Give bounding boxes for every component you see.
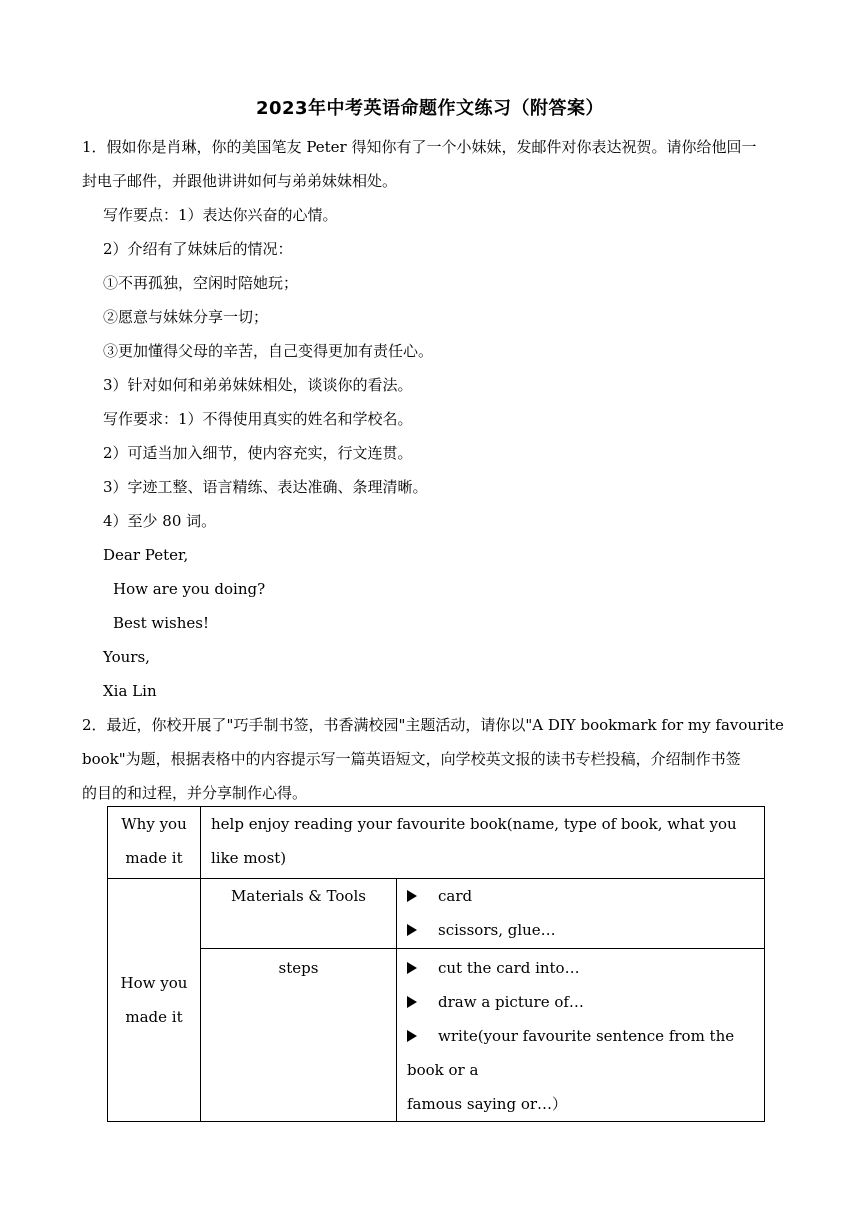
letter-closing: Yours, (103, 648, 150, 666)
table-row-steps (108, 949, 765, 1122)
steps-item-2: draw a picture of… (438, 993, 584, 1011)
letter-body-1: How are you doing? (113, 580, 266, 598)
q1-requirement-3: 3）字迹工整、语言精练、表达准确、条理清晰。 (103, 478, 428, 496)
list-item (397, 949, 764, 985)
why-content-cell (201, 807, 765, 879)
materials-list-cell (397, 879, 765, 949)
q2-text-line-2: book"为题，根据表格中的内容提示写一篇英语短文，向学校英文报的读书专栏投稿，介绍制作书签 (82, 750, 741, 768)
list-item (397, 879, 764, 913)
q1-subpoint-1: ①不再孤独，空闲时陪她玩； (103, 274, 299, 292)
list-item (397, 1019, 764, 1087)
how-label-line-2: made it (125, 1008, 183, 1026)
q1-requirement-1: 写作要求：1）不得使用真实的姓名和学校名。 (103, 410, 413, 428)
q1-text-line-1: 1．假如你是肖琳，你的美国笔友 Peter 得知你有了一个小妹妹，发邮件对你表达祝贺。请你给他回一 (82, 138, 757, 156)
page-title: 2023年中考英语命题作文练习（附答案） (255, 98, 605, 119)
triangle-bullet-icon (407, 962, 417, 974)
how-label-cell (108, 879, 201, 1122)
why-label-line-1: Why you (121, 815, 187, 833)
q2-text-line-3: 的目的和过程，并分享制作心得。 (82, 784, 308, 802)
triangle-bullet-icon (407, 996, 417, 1008)
triangle-bullet-icon (407, 924, 417, 936)
letter-signature: Xia Lin (103, 682, 157, 700)
list-item (397, 913, 764, 947)
triangle-bullet-icon (407, 890, 417, 902)
q1-subpoint-3: ③更加懂得父母的辛苦，自己变得更加有责任心。 (103, 342, 434, 360)
steps-item-3-continuation: famous saying or…） (407, 1095, 568, 1113)
q1-subpoint-2: ②愿意与妹妹分享一切； (103, 308, 269, 326)
materials-item-2: scissors, glue… (438, 921, 556, 939)
steps-label: steps (278, 959, 319, 977)
materials-item-1: card (438, 887, 473, 905)
list-item (397, 985, 764, 1019)
why-label-line-2: made it (125, 849, 183, 867)
letter-body-2: Best wishes! (113, 614, 209, 632)
steps-label-cell (201, 949, 397, 1122)
materials-label-cell (201, 879, 397, 949)
q1-requirement-4: 4）至少 80 词。 (103, 512, 217, 530)
table-row-why (108, 807, 765, 879)
q1-point-2: 2）介绍有了妹妹后的情况： (103, 240, 293, 258)
how-label-line-1: How you (120, 974, 188, 992)
why-content-text: help enjoy reading your favourite book(name, type of book, what you like most) (211, 815, 737, 867)
steps-item-1: cut the card into… (438, 959, 580, 977)
q1-text-line-2: 封电子邮件，并跟他讲讲如何与弟弟妹妹相处。 (82, 172, 398, 190)
outline-table (107, 806, 765, 1122)
q1-requirement-2: 2）可适当加入细节，使内容充实，行文连贯。 (103, 444, 413, 462)
steps-list-cell (397, 949, 765, 1122)
steps-item-3: write(your favourite sentence from the book or a (407, 1027, 735, 1079)
q1-point-3: 3）针对如何和弟弟妹妹相处，谈谈你的看法。 (103, 376, 413, 394)
table-row-materials (108, 879, 765, 949)
why-label-cell (108, 807, 201, 879)
q1-point-1: 写作要点：1）表达你兴奋的心情。 (103, 206, 338, 224)
materials-label: Materials & Tools (231, 887, 366, 905)
letter-greeting: Dear Peter, (103, 546, 189, 564)
q2-text-line-1: 2．最近，你校开展了"巧手制书签，书香满校园"主题活动，请你以"A DIY bookmark for my favourite (82, 716, 784, 734)
triangle-bullet-icon (407, 1030, 417, 1042)
